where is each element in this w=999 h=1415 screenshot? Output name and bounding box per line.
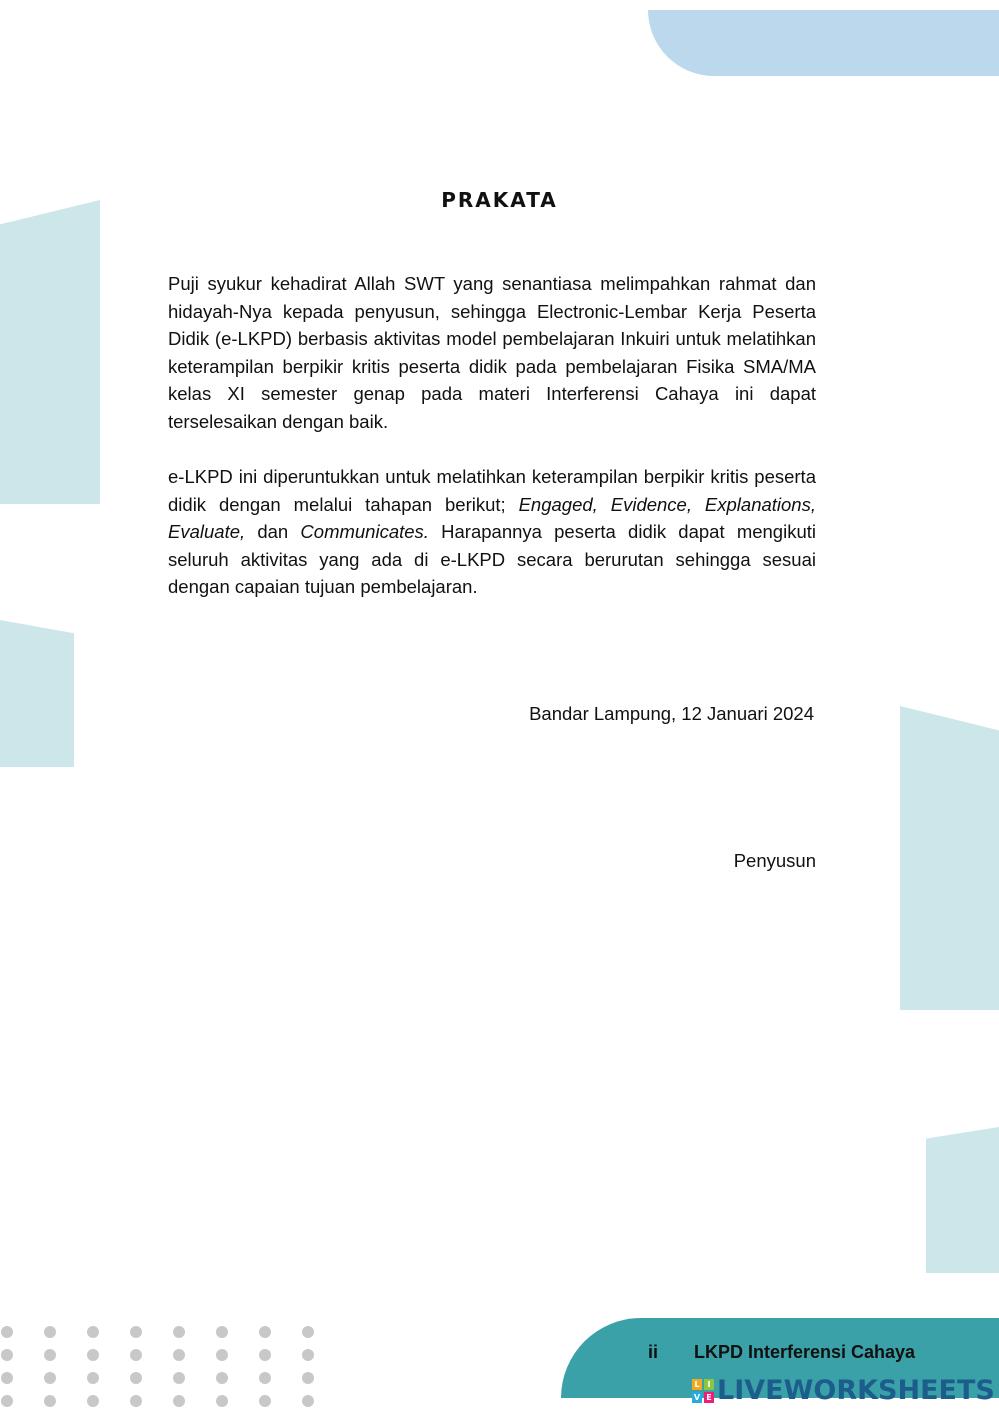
decorative-dot bbox=[44, 1326, 56, 1338]
decorative-dot bbox=[87, 1326, 99, 1338]
decorative-dot bbox=[87, 1395, 99, 1407]
decorative-dot bbox=[259, 1326, 271, 1338]
decorative-dot bbox=[216, 1395, 228, 1407]
preface-paragraph-1: Puji syukur kehadirat Allah SWT yang senantiasa melimpahkan rahmat dan hidayah-Nya kepada penyusun, sehingga Electronic-Lembar Kerja Peserta Didik (e-LKPD) berbasis aktivitas model pembelajaran Inkuiri untuk melatihkan keterampilan berpikir kritis peserta didik pada pembelajaran Fisika SMA/MA kelas XI semester genap pada materi Interferensi Cahaya ini dapat terselesaikan dengan baik. bbox=[168, 273, 816, 432]
decorative-dot bbox=[173, 1326, 185, 1338]
top-decorative-pill bbox=[648, 10, 999, 76]
decorative-dot bbox=[173, 1395, 185, 1407]
paragraph-2-intro: e-LKPD ini diperuntukkan untuk melatihkan keterampilan berpikir kritis peserta didik dengan melalui tahapan berikut; bbox=[168, 466, 816, 515]
decorative-dot bbox=[173, 1372, 185, 1384]
decorative-dot bbox=[87, 1349, 99, 1361]
left-decorative-shape-upper bbox=[0, 200, 100, 504]
left-decorative-shape-lower bbox=[0, 620, 74, 767]
preface-paragraph-2 bbox=[168, 463, 816, 601]
place-and-date: Bandar Lampung, 12 Januari 2024 bbox=[529, 703, 814, 724]
decorative-dot bbox=[216, 1349, 228, 1361]
decorative-dot bbox=[302, 1395, 314, 1407]
decorative-dot bbox=[259, 1349, 271, 1361]
page-number: ii bbox=[648, 1342, 659, 1362]
decorative-dot bbox=[44, 1372, 56, 1384]
decorative-dot bbox=[259, 1395, 271, 1407]
decorative-dot bbox=[173, 1349, 185, 1361]
paragraph-2-last-stage: Communicates. bbox=[300, 521, 429, 543]
decorative-dot bbox=[44, 1349, 56, 1361]
decorative-dot bbox=[1, 1349, 13, 1361]
logo-letter-i: I bbox=[704, 1379, 714, 1390]
paragraph-2-connector: dan bbox=[245, 521, 301, 543]
right-decorative-shape-upper bbox=[900, 706, 999, 1010]
decorative-dot bbox=[44, 1395, 56, 1407]
decorative-dot bbox=[302, 1372, 314, 1384]
footer-title: LKPD Interferensi Cahaya bbox=[694, 1342, 916, 1362]
paragraph-2-closing: Harapannya peserta didik dapat mengikuti seluruh aktivitas yang ada di e-LKPD secara berurutan sehingga sesuai dengan capaian tujuan pembelajaran. bbox=[168, 521, 816, 598]
decorative-dot bbox=[130, 1395, 142, 1407]
logo-letter-v: V bbox=[693, 1393, 701, 1402]
decorative-dot bbox=[1, 1372, 13, 1384]
decorative-dot bbox=[216, 1326, 228, 1338]
page-title: PRAKATA bbox=[441, 188, 558, 212]
signer-label: Penyusun bbox=[733, 850, 816, 871]
decorative-dot bbox=[302, 1349, 314, 1361]
decorative-dot bbox=[87, 1372, 99, 1384]
decorative-dot bbox=[130, 1372, 142, 1384]
liveworksheets-logo-icon bbox=[692, 1379, 714, 1403]
liveworksheets-watermark bbox=[692, 1376, 995, 1406]
decorative-dot bbox=[130, 1326, 142, 1338]
decorative-dot bbox=[302, 1326, 314, 1338]
decorative-dot bbox=[1, 1395, 13, 1407]
decorative-dot bbox=[216, 1372, 228, 1384]
decorative-dot-grid bbox=[0, 1325, 320, 1415]
liveworksheets-wordmark: LIVEWORKSHEETS bbox=[717, 1375, 995, 1406]
decorative-dot bbox=[130, 1349, 142, 1361]
logo-letter-e: E bbox=[704, 1392, 714, 1403]
paragraph-2-stages: Engaged, Evidence, Explanations, Evaluate, bbox=[168, 493, 816, 543]
logo-letter-l: L bbox=[692, 1379, 702, 1390]
decorative-dot bbox=[259, 1372, 271, 1384]
right-decorative-shape-lower bbox=[926, 1127, 999, 1273]
decorative-dot bbox=[1, 1326, 13, 1338]
